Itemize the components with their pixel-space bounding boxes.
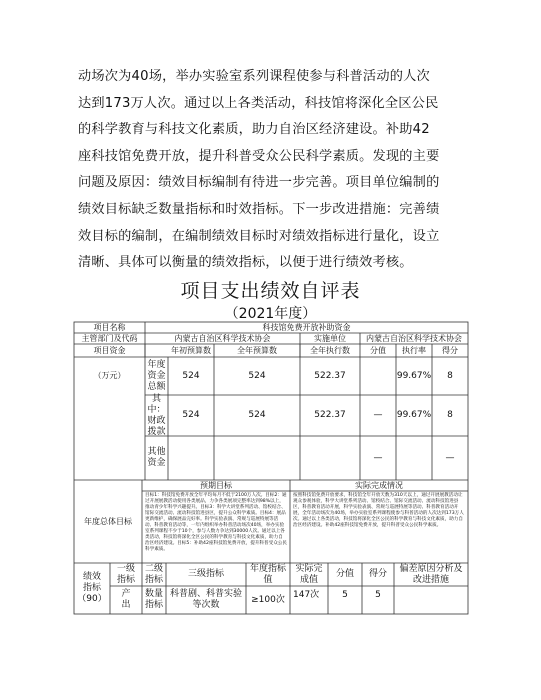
paragraph-line: 动场次为40场，举办实验室系列课程使参与科普活动的人次	[78, 69, 430, 84]
actual-value-header: 实际完成值	[295, 563, 323, 585]
indicator-score-header: 分值	[335, 569, 354, 579]
paragraph-line: 的科学教育与科技文化素质，助力自治区经济建设。补助42	[78, 122, 430, 138]
indicator-score: 5	[342, 590, 348, 600]
dept-label: 主管部门及代码	[81, 333, 138, 343]
fund-row-label: 年度资金总额	[147, 359, 166, 392]
fund-full: 524	[248, 370, 266, 381]
full-exec-header: 全年执行数	[310, 345, 350, 355]
project-name-value: 科技馆免费开放补助资金	[262, 322, 351, 332]
fund-initial	[168, 436, 214, 480]
fund-row-label: 其中：财政拨款	[147, 393, 166, 437]
indicator-level2: 数量指标	[144, 589, 163, 610]
impl-value: 内蒙古自治区科学技术协会	[366, 333, 462, 343]
expected-goal-header: 预期目标	[200, 480, 232, 490]
level2-header: 二级指标	[144, 563, 163, 585]
indicator-points: 5	[375, 590, 381, 600]
paragraph-line: 效目标的编制，在编制绩效目标时对绩效指标进行量化，设立	[78, 228, 440, 244]
fund-rate	[396, 436, 432, 480]
table-year: （2021年度）	[224, 306, 317, 322]
fund-score	[360, 357, 396, 395]
indicator-annual: ≥100次	[251, 594, 285, 605]
dept-value: 内蒙古自治区科学技术协会	[174, 333, 271, 343]
indicators-label-line: 指标	[82, 583, 101, 593]
indicator-level3: 科普剧、科普实验等次数	[169, 589, 242, 610]
impl-label: 实施单位	[314, 333, 346, 343]
fund-exec: 522.37	[314, 410, 346, 420]
fund-score: —	[373, 452, 383, 463]
fund-points: 8	[447, 370, 453, 381]
paragraph-line: 清晰、具体可以衡量的绩效指标，以便于进行绩效考核。	[78, 255, 413, 271]
fund-rate: 99.67%	[396, 410, 432, 420]
fund-initial: 524	[182, 370, 200, 381]
level3-header: 三级指标	[187, 569, 224, 579]
fund-row-label: 其他资金	[147, 447, 166, 468]
project-name-label: 项目名称	[93, 322, 126, 332]
paragraph-line: 达到173万人次。通过以上各类活动，科技馆将深化全区公民	[78, 95, 439, 111]
fund-exec	[300, 436, 360, 480]
indicator-deviation	[394, 586, 468, 614]
deviation-header: 偏差原因分析及改进措施	[399, 563, 463, 585]
fund-points: —	[445, 452, 455, 463]
table-title: 项目支出绩效自评表	[180, 280, 361, 302]
initial-budget-header: 年初预算数	[171, 345, 211, 355]
fund-initial: 524	[182, 410, 200, 420]
indicators-label-line: 绩效	[82, 572, 101, 582]
points-header: 得分	[442, 345, 458, 355]
actual-result-text: 按照科技馆免费开放要求，科技馆全年开放天数为310天以上，通过开展展教活动让观众参观体验，科学大讲堂系列活动、馆校结合、馆际交流活动、流动科技馆进县区，科普教育活动开展，科学实验表演、常规与巡展特展等活动、科普教育活动开展，全年活动场次为40场，举办实验室系列课程使参与科普活动的人次达到173万人次。通过以上各类活动，科技馆将深化全区公民的科学教育与科技文化素质，助力自治区经济建设。补助42座科技馆免费开放，提升科普受众公民科学素质。	[293, 493, 464, 528]
unit-label: （万元）	[93, 371, 126, 380]
level1-header: 一级指标	[116, 563, 135, 585]
actual-result-header: 实际完成情况	[355, 480, 403, 490]
exec-rate-header: 执行率	[402, 345, 426, 355]
funds-label: 项目资金	[93, 345, 126, 355]
indicator-actual: 147次	[293, 590, 320, 600]
full-budget-header: 全年预算数	[237, 345, 277, 355]
indicators-label	[74, 563, 110, 614]
fund-full	[214, 436, 300, 480]
expected-goal-text: 目标1：科技馆免费开放全年平均每月不低于2100万人次。目标2：通过开展展教活动使用各类展品，力争各类展项完整率达到98%以上，推动青少年科学兴趣提升。目标3：科学大讲堂系列活动、馆校结合、馆际交流活动、流动科技馆进县区，提升公众科学素质。目标4：展品更新维护，确保展品完好率。科学实验表演、常规与巡展特展等活动、科普教育活动等，一年内组织举办科普活动场次40场，举办实验室系列课程不少于10个，参与人数力争达到30000人次。通过以上各类活动，科技馆将深化全区公民的科学教育与科技文化素质，助力自治区经济建设。目标5：补助42座科技馆免费开放，提升科普受众公民科学素质。	[145, 493, 287, 552]
indicator-level1: 产出	[121, 589, 131, 610]
indicator-points-header: 得分	[368, 569, 387, 579]
annual-goal-label: 年度总体目标	[84, 516, 132, 526]
fund-score: —	[373, 410, 383, 420]
paragraph-line: 座科技馆免费开放，提升科普受众公民科学素质。发现的主要	[78, 148, 440, 164]
score-header: 分值	[370, 345, 386, 355]
paragraph-line: 绩效目标缺乏数量指标和时效指标。下一步改进措施：完善绩	[78, 201, 440, 217]
indicators-label-line: （90）	[77, 594, 107, 604]
annual-value-header: 年度指标值	[249, 563, 286, 585]
paragraph-line: 问题及原因：绩效目标编制有待进一步完善。项目单位编制的	[78, 175, 440, 191]
fund-full: 524	[248, 410, 266, 420]
fund-exec: 522.37	[314, 370, 346, 381]
fund-rate: 99.67%	[396, 370, 432, 381]
fund-points: 8	[447, 410, 453, 420]
